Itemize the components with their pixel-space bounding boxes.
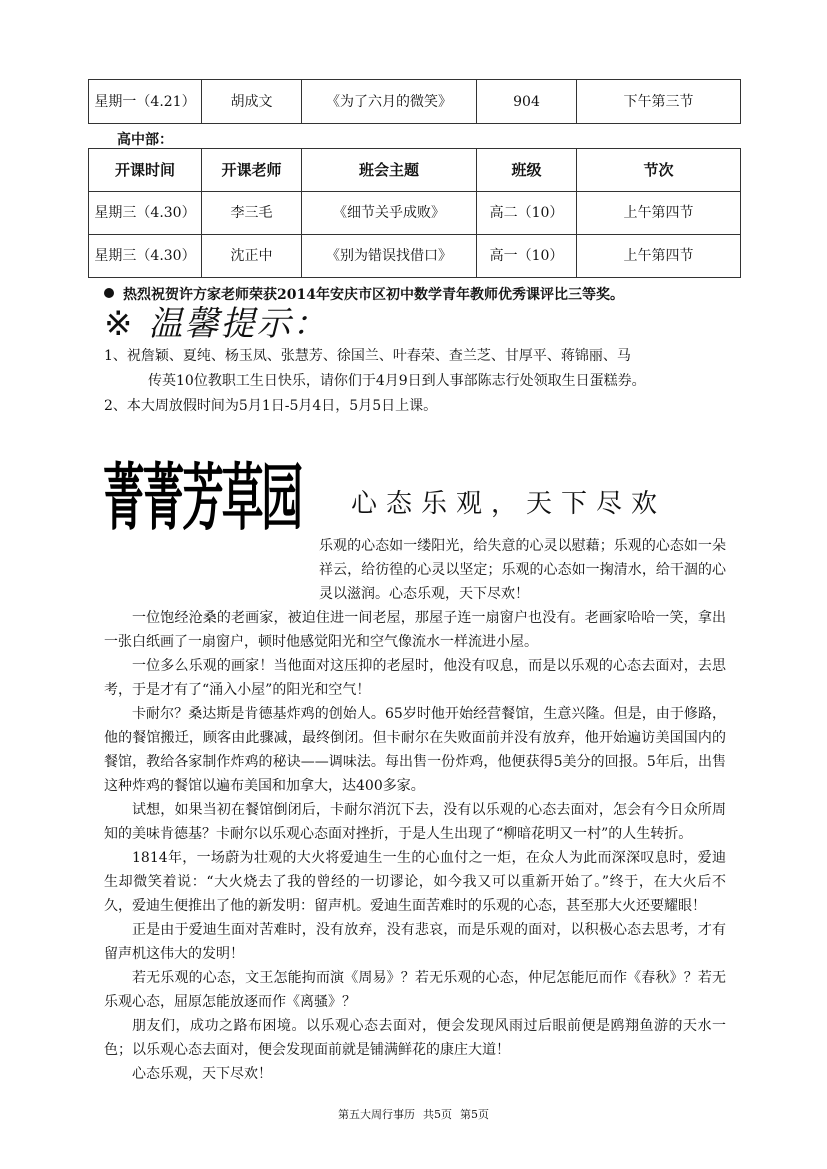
high-school-schedule-table (88, 148, 741, 278)
cell-topic: 《别为错误找借口》 (302, 235, 477, 278)
table-row (89, 235, 741, 278)
table-header-row (89, 149, 741, 192)
congratulation-text: 热烈祝贺许方家老师荣获2014年安庆市区初中数学青年教师优秀课评比三等奖。 (123, 287, 624, 303)
article-paragraph: 一位饱经沧桑的老画家，被迫住进一间老屋，那屋子连一扇窗户也没有。老画家哈哈一笑，拿出一张白纸画了一扇窗户，顿时他感觉阳光和空气像流水一样流进小屋。 (104, 610, 726, 650)
congratulation-notice (104, 284, 624, 304)
article-paragraph: 试想，如果当初在餐馆倒闭后，卡耐尔消沉下去，没有以乐观的心态去面对，怎会有今日众所周知的美味肯德基？卡耐尔以乐观心态面对挫折，于是人生出现了“柳暗花明又一村”的人生转折。 (104, 802, 726, 842)
tip-text-line2: 传英10位教职工生日快乐，请你们于4月9日到人事部陈志行处领取生日蛋糕券。 (148, 373, 646, 389)
article-body (104, 534, 726, 1086)
cell-class: 高一（10） (477, 235, 577, 278)
wordart-char-3: 芳 (182, 455, 224, 541)
tip-item (104, 394, 740, 419)
cell-period: 上午第四节 (577, 192, 741, 235)
cell-time: 星期一（4.21） (89, 80, 202, 124)
tip-number: 2、 (104, 398, 127, 414)
wordart-char-2: 菁 (142, 455, 185, 541)
footer-total-pages: 共5页 (423, 1108, 452, 1121)
article-paragraph: 1814年，一场蔚为壮观的大火将爱迪生一生的心血付之一炬，在众人为此而深深叹息时，爱迪生却微笑着说：“大火烧去了我的曾经的一切谬论，如今我又可以重新开始了。”终于，在大火后不久，爱迪生便推出了他的新发明：留声机。爱迪生面苦难时的乐观的心态，甚至那大火还要耀眼！ (104, 850, 726, 914)
cell-class: 904 (477, 80, 577, 124)
page-footer (0, 1106, 827, 1122)
article-paragraph: 乐观的心态如一缕阳光，给失意的心灵以慰藉；乐观的心态如一朵祥云，给彷徨的心灵以坚定；乐观的心态如一掬清水，给干涸的心灵以滋润。心态乐观，天下尽欢！ (319, 538, 726, 602)
header-period: 节次 (577, 149, 741, 192)
article-title: 心态乐观，天下尽欢 (351, 489, 667, 519)
column-name-logo (103, 438, 303, 542)
header-time: 开课时间 (89, 149, 202, 192)
header-teacher: 开课老师 (202, 149, 302, 192)
article-paragraph: 正是由于爱迪生面对苦难时，没有放弃，没有悲哀，而是乐观的面对，以积极心态去思考，才有留声机这伟大的发明！ (104, 922, 726, 962)
article-paragraph: 若无乐观的心态，文王怎能拘而演《周易》？若无乐观的心态，仲尼怎能厄而作《春秋》？若无乐观心态，屈原怎能放逐而作《离骚》？ (104, 970, 726, 1010)
article-paragraph: 一位多么乐观的画家！当他面对这压抑的老屋时，他没有叹息，而是以乐观的心态去面对，去思考，于是才有了“涌入小屋”的阳光和空气！ (104, 658, 726, 698)
wordart-char-5: 园 (261, 455, 303, 541)
cell-period: 上午第四节 (577, 235, 741, 278)
table-row (89, 192, 741, 235)
cell-teacher: 李三毛 (202, 192, 302, 235)
tip-text-line1: 祝詹颖、夏纯、杨玉凤、张慧芳、徐国兰、叶春荣、查兰芝、甘厚平、蒋锦丽、马 (126, 348, 631, 364)
header-topic: 班会主题 (302, 149, 477, 192)
cell-time: 星期三（4.30） (89, 235, 202, 278)
high-school-label: 高中部： (117, 132, 173, 148)
bullet-dot-icon (104, 288, 114, 298)
tip-number: 1、 (104, 348, 127, 364)
article-paragraph: 朋友们，成功之路布困境。以乐观心态去面对，便会发现风雨过后眼前便是鸥翔鱼游的天水一色；以乐观心态去面对，便会发现面前就是铺满鲜花的康庄大道！ (104, 1018, 726, 1058)
footer-page-number: 第5页 (460, 1108, 489, 1121)
column-name-wordart (103, 438, 303, 542)
cell-teacher: 胡成文 (202, 80, 302, 124)
wordart-char-1: 菁 (103, 455, 145, 541)
cell-period: 下午第三节 (577, 80, 741, 124)
cell-time: 星期三（4.30） (89, 192, 202, 235)
header-class: 班级 (477, 149, 577, 192)
table-row (89, 80, 741, 124)
wordart-char-4: 草 (221, 455, 264, 541)
cell-topic: 《细节关乎成败》 (302, 192, 477, 235)
cell-class: 高二（10） (477, 192, 577, 235)
article-paragraph: 心态乐观，天下尽欢！ (132, 1066, 272, 1082)
tip-text-line1: 本大周放假时间为5月1日-5月4日，5月5日上课。 (126, 398, 438, 414)
cell-topic: 《为了六月的微笑》 (302, 80, 477, 124)
footer-doc-name: 第五大周行事历 (338, 1108, 415, 1121)
tips-title: 温馨提示： (148, 304, 329, 344)
article-paragraph: 卡耐尔？桑达斯是肯德基炸鸡的创始人。65岁时他开始经营餐馆，生意兴隆。但是，由于修路，他的餐馆搬迁，顾客由此骤减，最终倒闭。但卡耐尔在失败面前并没有放弃，他开始遍访美国国内的餐馆，教给各家制作炸鸡的秘诀——调味法。每出售一份炸鸡，他便获得5美分的回报。5年后，出售这种炸鸡的餐馆以遍布美国和加拿大，达400多家。 (104, 706, 726, 794)
junior-schedule-table (88, 79, 741, 124)
reference-mark-icon: ※ (104, 304, 135, 344)
tips-heading (104, 302, 329, 346)
cell-teacher: 沈正中 (202, 235, 302, 278)
tip-item (104, 344, 740, 394)
